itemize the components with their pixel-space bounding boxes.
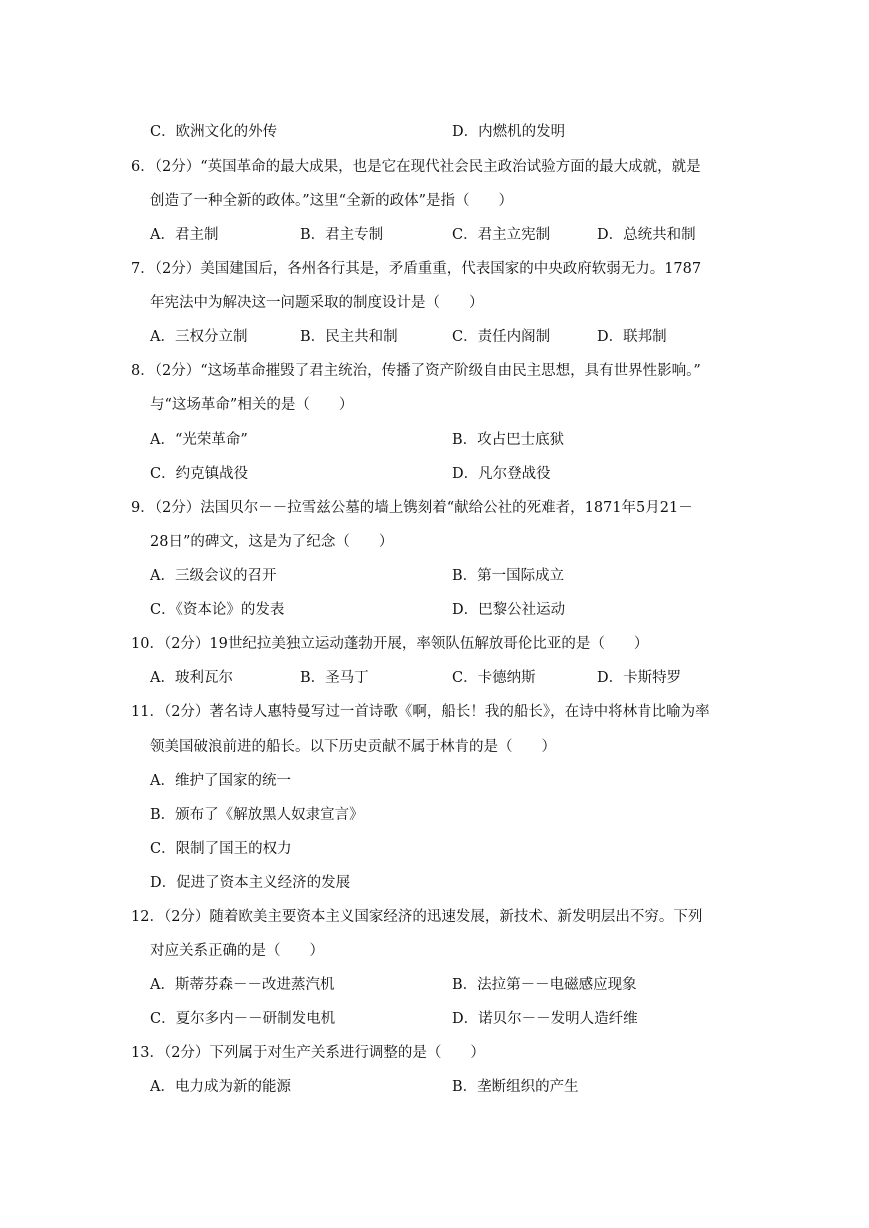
q7-option-a: A．三权分立制	[150, 329, 248, 345]
q13-stem-line1: 13．（2分）下列属于对生产关系进行调整的是（ ）	[131, 1045, 485, 1061]
q12-option-d: D．诺贝尔－－发明人造纤维	[452, 1011, 638, 1027]
q9-option-b: B．第一国际成立	[452, 568, 565, 584]
q11-stem-line2: 领美国破浪前进的船长。以下历史贡献不属于林肯的是（ ）	[150, 739, 556, 755]
q12-option-c: C．夏尔多内－－研制发电机	[150, 1011, 336, 1027]
q6-stem-line2: 创造了一种全新的政体。”这里“全新的政体”是指（ ）	[150, 193, 513, 209]
q9-option-c: C．《资本论》的发表	[150, 602, 285, 618]
q6-option-c: C．君主立宪制	[452, 227, 551, 243]
q12-stem-line2: 对应关系正确的是（ ）	[150, 943, 324, 959]
q11-option-d: D．促进了资本主义经济的发展	[150, 875, 351, 891]
q10-option-d: D．卡斯特罗	[597, 670, 682, 686]
q8-option-d: D．凡尔登战役	[452, 466, 551, 482]
q7-stem-line2: 年宪法中为解决这一问题采取的制度设计是（ ）	[150, 295, 484, 311]
q5-option-c: C．欧洲文化的外传	[150, 124, 278, 140]
q10-option-a: A．玻利瓦尔	[150, 670, 233, 686]
q10-option-b: B．圣马丁	[300, 670, 369, 686]
q10-option-c: C．卡德纳斯	[452, 670, 536, 686]
q11-stem-line1: 11．（2分）著名诗人惠特曼写过一首诗歌《啊，船长！我的船长》，在诗中将林肯比喻为率	[131, 704, 710, 720]
q8-option-b: B．攻占巴士底狱	[452, 432, 565, 448]
q7-stem-line1: 7．（2分）美国建国后，各州各行其是，矛盾重重，代表国家的中央政府软弱无力。1787	[131, 261, 702, 277]
q6-option-a: A．君主制	[150, 227, 219, 243]
q6-stem-line1: 6．（2分）“英国革命的最大成果，也是它在现代社会民主政治试验方面的最大成就，就是	[131, 159, 701, 175]
q12-option-b: B．法拉第－－电磁感应现象	[452, 977, 637, 993]
q13-option-a: A．电力成为新的能源	[150, 1079, 291, 1095]
q13-option-b: B．垄断组织的产生	[452, 1079, 579, 1095]
q8-option-c: C．约克镇战役	[150, 466, 249, 482]
q7-option-c: C．责任内阁制	[452, 329, 551, 345]
q9-option-d: D．巴黎公社运动	[452, 602, 566, 618]
q11-option-a: A．维护了国家的统一	[150, 773, 291, 789]
q9-stem-line2: 28日”的碑文，这是为了纪念（ ）	[150, 534, 394, 550]
q7-option-b: B．民主共和制	[300, 329, 398, 345]
q6-option-d: D．总统共和制	[597, 227, 696, 243]
q12-option-a: A．斯蒂芬森－－改进蒸汽机	[150, 977, 335, 993]
q5-option-d: D．内燃机的发明	[452, 124, 566, 140]
q10-stem-line1: 10．（2分）19世纪拉美独立运动蓬勃开展，率领队伍解放哥伦比亚的是（ ）	[131, 636, 649, 652]
q9-stem-line1: 9．（2分）法国贝尔－－拉雪兹公墓的墙上镌刻着“献给公社的死难者，1871年5月21－	[131, 500, 693, 516]
q11-option-c: C．限制了国王的权力	[150, 841, 292, 857]
q8-stem-line2: 与“这场革命”相关的是（ ）	[150, 397, 354, 413]
q9-option-a: A．三级会议的召开	[150, 568, 277, 584]
q11-option-b: B．颁布了《解放黑人奴隶宣言》	[150, 807, 364, 823]
q6-option-b: B．君主专制	[300, 227, 384, 243]
q8-option-a: A．“光荣革命”	[150, 432, 248, 448]
q8-stem-line1: 8．（2分）“这场革命摧毁了君主统治，传播了资产阶级自由民主思想，具有世界性影响。”	[131, 363, 701, 379]
q7-option-d: D．联邦制	[597, 329, 667, 345]
q12-stem-line1: 12．（2分）随着欧美主要资本主义国家经济的迅速发展，新技术、新发明层出不穷。下列	[131, 909, 703, 925]
